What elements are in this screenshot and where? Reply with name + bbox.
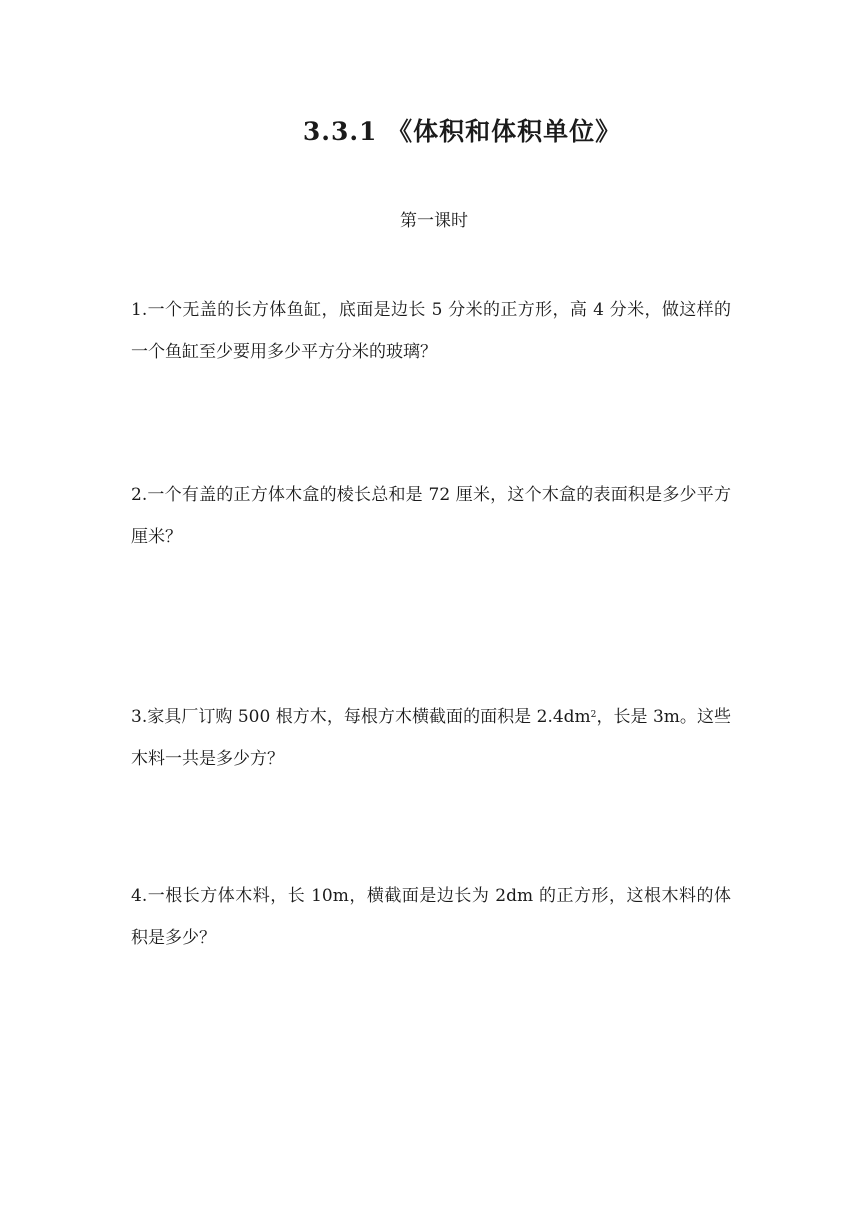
- question-2: 2.一个有盖的正方体木盒的棱长总和是 72 厘米，这个木盒的表面积是多少平方厘米？: [131, 485, 731, 547]
- question-3-text-after: ，长是 3m。这些木料一共是多少方？: [131, 707, 731, 769]
- square-unit-superscript: 2: [590, 710, 597, 720]
- document-title: 3.3.1 《体积和体积单位》: [302, 117, 622, 146]
- question-3-text-before: 3.家具厂订购 500 根方木，每根方木横截面的面积是 2.4dm: [131, 707, 591, 727]
- question-3: [131, 696, 731, 780]
- question-1: 1.一个无盖的长方体鱼缸，底面是边长 5 分米的正方形，高 4 分米，做这样的一个鱼缸至少要用多少平方分米的玻璃？: [131, 300, 731, 362]
- question-4: 4.一根长方体木料，长 10m，横截面是边长为 2dm 的正方形，这根木料的体积是多少？: [131, 886, 731, 948]
- lesson-subtitle: 第一课时: [400, 211, 468, 231]
